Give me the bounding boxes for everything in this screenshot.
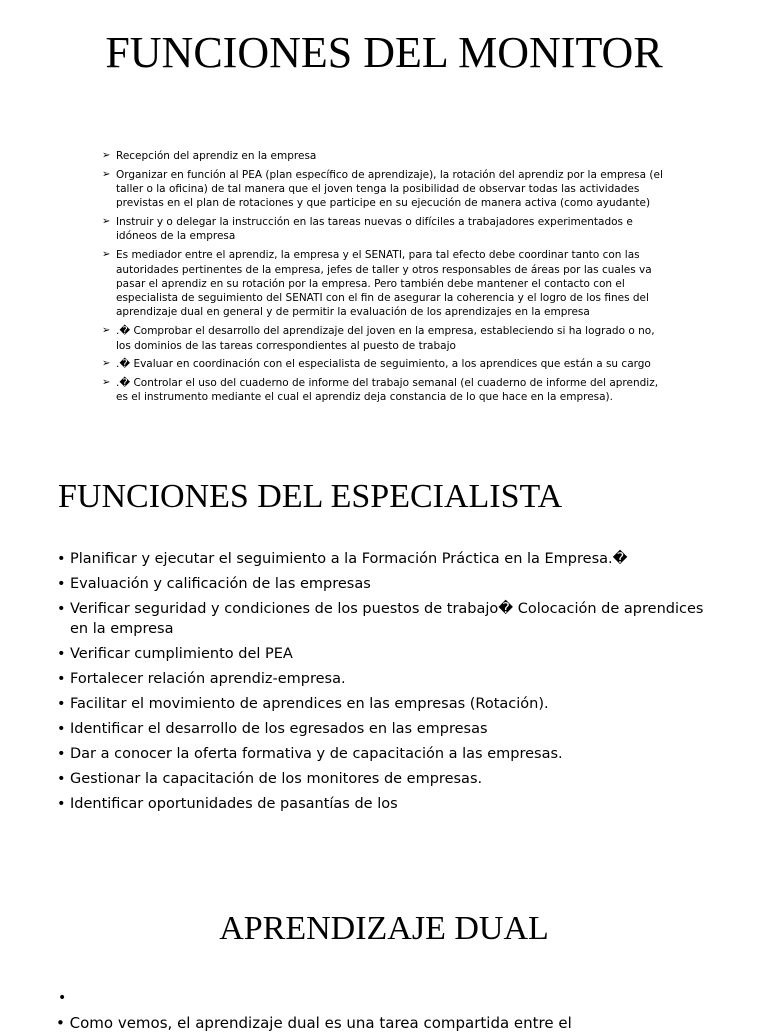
partial-paragraph: • Como vemos, el aprendizaje dual es una tarea compartida entre el [56,1014,572,1032]
arrow-bullet-icon: ➢ [102,249,111,261]
bullet-icon: • [57,601,66,617]
bullet-icon: • [57,671,66,687]
bullet-icon: • [57,646,66,662]
arrow-bullet-icon: ➢ [102,377,111,389]
list-item-text: Planificar y ejecutar el seguimiento a la Formación Práctica en la Empresa.� [70,551,628,567]
list-item [102,248,672,319]
bullet-icon: • [57,721,66,737]
list-item [102,149,672,163]
list-item-text: Instruir y o delegar la instrucción en las tareas nuevas o difíciles a trabajadores experimentados e idóneos de la empresa [116,216,633,243]
list-item [56,769,726,789]
arrow-bullet-icon: ➢ [102,358,111,370]
section-title-monitor: FUNCIONES DEL MONITOR [105,28,663,77]
arrow-bullet-icon: ➢ [102,216,111,228]
list-item-text: Gestionar la capacitación de los monitores de empresas. [70,771,483,787]
list-item [56,549,726,569]
list-item [56,719,726,739]
bullet-icon: • [57,576,66,592]
list-item-text: Evaluación y calificación de las empresas [70,576,371,592]
list-item-text: Organizar en función al PEA (plan específico de aprendizaje), la rotación del aprendiz por la empresa (el taller o la oficina) de tal manera que el joven tenga la posibilidad de observar todas las actividades previstas en el plan de rotaciones y que participe en su ejecución de manera activa (como ayudante) [116,168,663,210]
especialista-functions-list [56,549,726,819]
list-item [56,794,726,814]
bullet-icon: • [57,696,66,712]
list-item [56,599,726,639]
list-item [102,215,672,244]
list-item-text: Fortalecer relación aprendiz-empresa. [70,671,346,687]
bullet-icon: • [57,746,66,762]
list-item [102,168,672,211]
section-title-dual: APRENDIZAJE DUAL [219,910,549,947]
list-item-text: Facilitar el movimiento de aprendices en las empresas (Rotación). [70,696,549,712]
bullet-icon: • [57,771,66,787]
list-item-text: Identificar el desarrollo de los egresados en las empresas [70,721,488,737]
bullet-icon: • [57,796,66,812]
list-item [102,324,672,353]
list-item [102,357,672,371]
list-item-text: .� Comprobar el desarrollo del aprendizaje del joven en la empresa, estableciendo si ha logrado o no, los dominios de las tareas correspondientes al puesto de trabajo [116,325,655,352]
list-item [56,574,726,594]
list-item-text: Recepción del aprendiz en la empresa [116,150,317,162]
list-item [56,694,726,714]
list-item-text: Dar a conocer la oferta formativa y de capacitación a las empresas. [70,746,563,762]
list-item [56,644,726,664]
list-item-text: Verificar seguridad y condiciones de los puestos de trabajo� Colocación de aprendices en la empresa [70,601,704,637]
list-item-text: Verificar cumplimiento del PEA [70,646,293,662]
list-item-text: Es mediador entre el aprendiz, la empresa y el SENATI, para tal efecto debe coordinar tanto con las autoridades pertinentes de la empresa, jefes de taller y otros responsables de áreas por las cuales va pasar el aprendiz en su rotación por la empresa. Pero también debe mantener el contacto con el especialista de seguimiento del SENATI con el fin de asegurar la coherencia y el logro de los fines del aprendizaje dual en general y de permitir la evaluación de los aprendizajes en la empresa [116,249,652,319]
bullet-icon: • [58,990,67,1006]
arrow-bullet-icon: ➢ [102,150,111,161]
monitor-functions-list [102,149,672,409]
arrow-bullet-icon: ➢ [102,168,111,180]
list-item-text: .� Evaluar en coordinación con el especialista de seguimiento, a los aprendices que están a su cargo [116,358,651,371]
list-item-text: Identificar oportunidades de pasantías de los [70,796,398,812]
arrow-bullet-icon: ➢ [102,325,111,337]
list-item-text: .� Controlar el uso del cuaderno de informe del trabajo semanal (el cuaderno de informe del aprendiz, es el instrumento mediante el cual el aprendiz deja constancia de lo que hace en la empresa). [116,377,659,404]
list-item [56,669,726,689]
section-title-especialista: FUNCIONES DEL ESPECIALISTA [58,478,563,515]
list-item [56,744,726,764]
bullet-icon: • [57,551,66,567]
list-item [102,376,672,405]
